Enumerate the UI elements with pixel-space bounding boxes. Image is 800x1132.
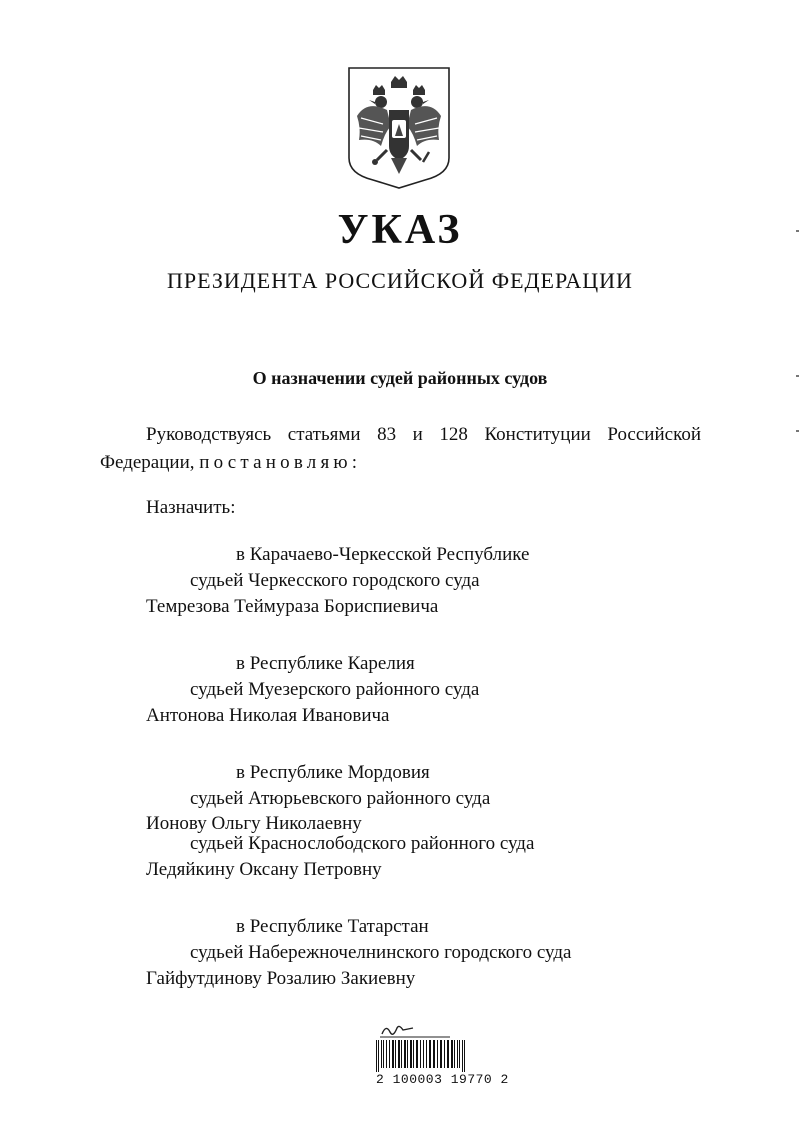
barcode-bar: [386, 1040, 387, 1068]
barcode-bar: [401, 1040, 402, 1068]
barcode-bar: [395, 1040, 396, 1068]
barcode-bar: [398, 1040, 400, 1068]
barcode-bar: [407, 1040, 408, 1068]
section-2-court: судьей Муезерского районного суда: [190, 679, 480, 700]
barcode-bar: [423, 1040, 424, 1068]
section-1-person: Темрезова Теймураза Бориспиевича: [146, 596, 439, 617]
scan-speck: [796, 375, 799, 377]
section-3-court-1: судьей Атюрьевского районного суда: [190, 788, 491, 809]
appoint-label: Назначить:: [146, 497, 236, 518]
barcode-bar: [454, 1040, 455, 1068]
section-4-region: в Республике Татарстан: [236, 916, 429, 937]
section-2-region: в Республике Карелия: [236, 653, 415, 674]
barcode-bar: [447, 1040, 449, 1068]
barcode-bar: [429, 1040, 431, 1068]
barcode-bar: [444, 1040, 445, 1068]
section-2-person: Антонова Николая Ивановича: [146, 705, 390, 726]
barcode-bar: [451, 1040, 453, 1068]
barcode-bar: [381, 1040, 382, 1068]
preamble-line-2: [100, 450, 361, 476]
section-3-person-1: Ионову Ольгу Николаевну: [146, 813, 362, 834]
barcode-bar: [404, 1040, 406, 1068]
barcode-bar: [392, 1040, 394, 1068]
preamble-line-2-start: Федерации,: [100, 452, 195, 473]
preamble-line-1: Руководствуясь статьями 83 и 128 Конституции Российской: [146, 424, 701, 445]
section-1-region: в Карачаево-Черкесской Республике: [236, 544, 530, 565]
document-subtitle: ПРЕЗИДЕНТА РОССИЙСКОЙ ФЕДЕРАЦИИ: [167, 268, 633, 293]
section-4-court: судьей Набережночелнинского городского суда: [190, 942, 572, 963]
barcode-bar: [383, 1040, 384, 1068]
barcode-bar: [416, 1040, 418, 1068]
barcode-bar: [413, 1040, 414, 1068]
scan-speck: [796, 430, 799, 432]
section-4-person: Гайфутдинову Розалию Закиевну: [146, 968, 416, 989]
preamble-resolve-word: постановляю:: [199, 452, 362, 473]
barcode-number: 2 100003 19770 2: [376, 1072, 509, 1087]
barcode-bar: [437, 1040, 438, 1068]
section-3-court-2: судьей Краснослободского районного суда: [190, 833, 535, 854]
barcode-bar: [459, 1040, 460, 1068]
barcode-bar: [378, 1040, 379, 1072]
barcode-bar: [376, 1040, 377, 1072]
double-headed-eagle-emblem-icon: [347, 66, 451, 190]
decree-heading: О назначении судей районных судов: [252, 368, 548, 388]
section-3-person-2: Ледяйкину Оксану Петровну: [146, 859, 382, 880]
section-1-court: судьей Черкесского городского суда: [190, 570, 480, 591]
barcode-bar: [410, 1040, 412, 1068]
section-3-region: в Республике Мордовия: [236, 762, 430, 783]
barcode-bar: [426, 1040, 427, 1068]
barcode-bar: [457, 1040, 458, 1068]
barcode-bar: [462, 1040, 463, 1072]
barcode-bar: [440, 1040, 442, 1068]
barcode-bar: [464, 1040, 465, 1072]
barcode-bar: [389, 1040, 390, 1068]
barcode-bar: [420, 1040, 421, 1068]
document-title: УКАЗ: [337, 207, 463, 253]
barcode-bar: [433, 1040, 435, 1068]
control-mark-icon: [376, 1020, 456, 1040]
barcode-icon: [374, 1040, 496, 1074]
scan-speck: [796, 230, 799, 232]
